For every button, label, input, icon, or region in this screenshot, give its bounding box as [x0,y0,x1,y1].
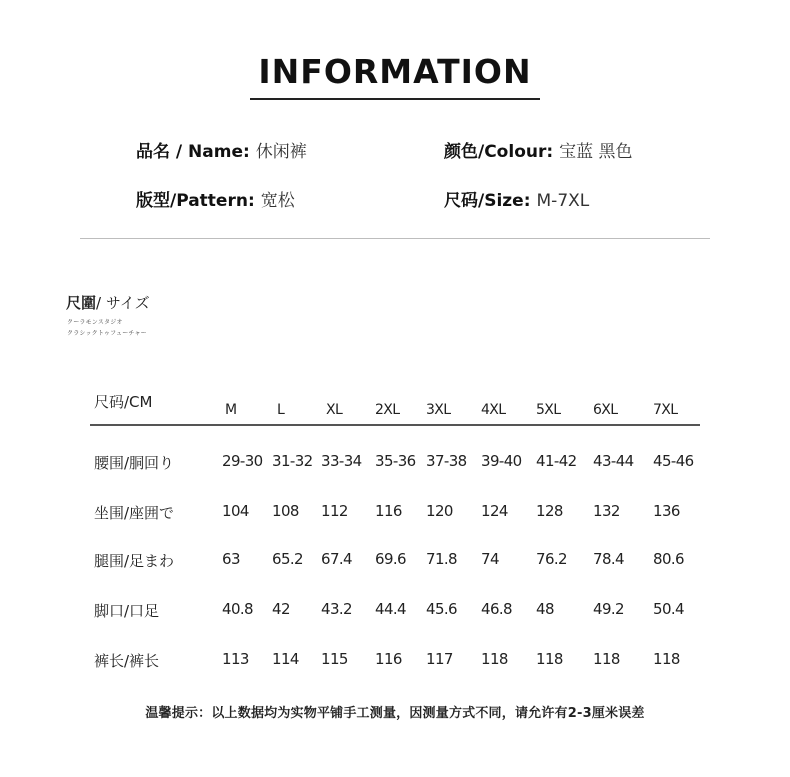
pattern-label: 版型/Pattern: [136,191,255,211]
table-header-line [90,424,700,426]
table-cell: 29-30 [222,452,263,470]
size-value: M-7XL [536,191,590,211]
row-label: 脚口/口足 [94,602,160,620]
name-value: 休闲裤 [255,142,307,162]
table-cell: 43-44 [593,452,634,470]
name-label: 品名 / Name: [136,142,250,162]
size-tiny-line1: クーラモンスタジオ [67,319,123,326]
column-header-2xl: 2XL [375,402,400,418]
column-header-6xl: 6XL [593,402,618,418]
table-cell: 108 [272,502,299,520]
table-cell: 35-36 [375,452,416,470]
row-label: 腰围/胴回り [94,454,175,472]
table-cell: 50.4 [653,600,684,618]
table-cell: 80.6 [653,550,684,568]
table-cell: 31-32 [272,452,313,470]
table-cell: 118 [481,650,508,668]
table-cell: 71.8 [426,550,457,568]
row-label: 坐围/座囲で [94,504,175,522]
table-cell: 40.8 [222,600,253,618]
table-cell: 63 [222,550,240,568]
page-title: INFORMATION [258,52,532,91]
table-cell: 48 [536,600,554,618]
column-header-xl: XL [326,402,343,418]
pattern-value: 宽松 [260,191,295,211]
size-label: 尺码/Size: [444,191,531,211]
size-heading-sub: / サイズ [96,294,150,312]
table-cell: 115 [321,650,348,668]
column-header-4xl: 4XL [481,402,506,418]
table-cell: 37-38 [426,452,467,470]
column-header-7xl: 7XL [653,402,678,418]
table-cell: 114 [272,650,299,668]
table-cell: 118 [653,650,680,668]
table-cell: 136 [653,502,680,520]
size-heading-main: 尺圍 [66,294,97,312]
table-cell: 43.2 [321,600,352,618]
row-label: 腿围/足まわ [94,552,175,570]
table-cell: 46.8 [481,600,512,618]
table-cell: 117 [426,650,453,668]
table-cell: 124 [481,502,508,520]
column-header-m: M [225,402,237,418]
table-cell: 65.2 [272,550,303,568]
table-cell: 118 [593,650,620,668]
table-cell: 33-34 [321,452,362,470]
colour-label: 颜色/Colour: [444,142,554,162]
footer-note: 温馨提示：以上数据均为实物平铺手工测量，因测量方式不同，请允许有2-3厘米误差 [145,706,645,721]
table-corner-label: 尺码/CM [94,393,153,411]
colour-value: 宝蓝 黑色 [559,142,633,162]
table-cell: 112 [321,502,348,520]
table-cell: 42 [272,600,290,618]
table-cell: 128 [536,502,563,520]
row-label: 裤长/裤长 [94,652,160,670]
table-cell: 113 [222,650,249,668]
table-cell: 44.4 [375,600,406,618]
table-cell: 120 [426,502,453,520]
table-cell: 67.4 [321,550,352,568]
table-cell: 45.6 [426,600,457,618]
column-header-l: L [277,402,285,418]
table-cell: 74 [481,550,499,568]
column-header-3xl: 3XL [426,402,451,418]
table-cell: 41-42 [536,452,577,470]
table-cell: 69.6 [375,550,406,568]
table-cell: 45-46 [653,452,694,470]
table-cell: 49.2 [593,600,624,618]
size-tiny-line2: クラシックトゥフューチャー [67,330,147,337]
table-cell: 118 [536,650,563,668]
table-cell: 104 [222,502,249,520]
table-cell: 76.2 [536,550,567,568]
table-cell: 78.4 [593,550,624,568]
table-cell: 39-40 [481,452,522,470]
table-cell: 132 [593,502,620,520]
table-cell: 116 [375,502,402,520]
table-cell: 116 [375,650,402,668]
column-header-5xl: 5XL [536,402,561,418]
